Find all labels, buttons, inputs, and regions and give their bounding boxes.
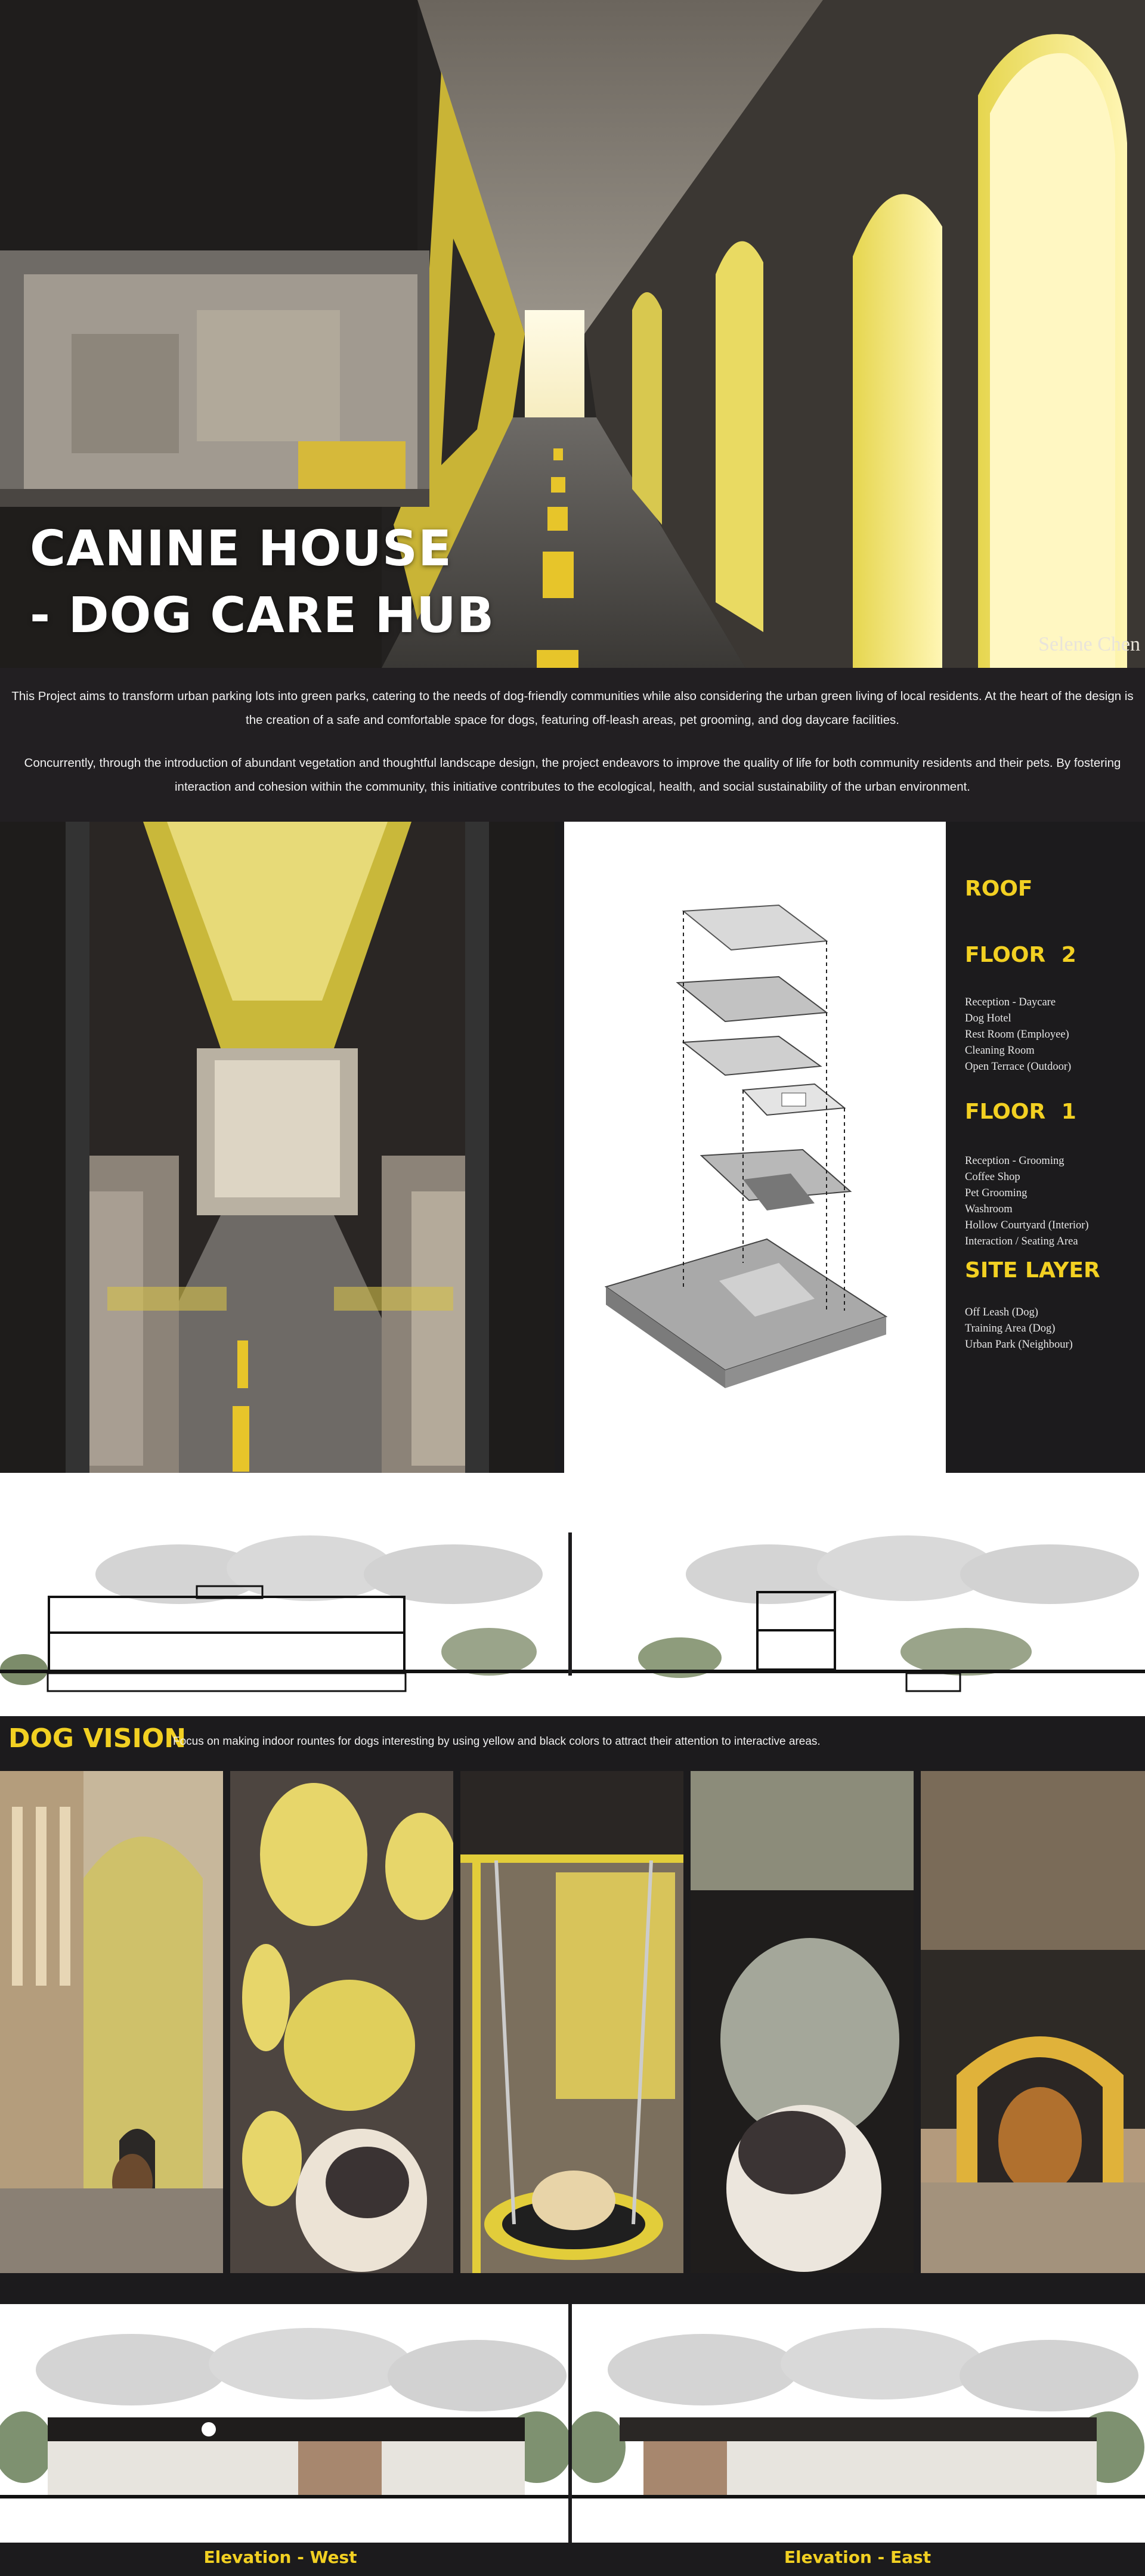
building-sections-row — [0, 1473, 1145, 1716]
dog-vision-title: DOG VISION — [8, 1723, 187, 1754]
hero-render — [0, 0, 1145, 668]
dog-vision-panel-doorway — [0, 1771, 223, 2273]
section-b — [572, 1535, 1145, 1691]
legend-floor1-number: 1 — [1061, 1100, 1076, 1124]
floor-plan-row — [0, 822, 1145, 1473]
dog-vision-panel-tunnel — [921, 1771, 1145, 2273]
exploded-axonometric-drawing — [564, 822, 946, 1473]
legend-floor2-item: Cleaning Room — [965, 1045, 1035, 1057]
elevations-row — [0, 2274, 1145, 2576]
hero-title-line-1: CANINE HOUSE — [30, 521, 452, 577]
legend-floor2-label: FLOOR — [965, 943, 1046, 967]
legend-floor2-item: Dog Hotel — [965, 1013, 1011, 1024]
legend-floor2-list — [965, 995, 1071, 1075]
legend-floor1-item: Reception - Grooming — [965, 1155, 1064, 1167]
hero-title-line-2: - DOG CARE HUB — [30, 587, 495, 644]
legend-floor1-heading — [965, 1100, 1076, 1124]
dog-vision-panel-swing — [460, 1771, 683, 2273]
dog-vision-panel-pawprint-wall — [230, 1771, 453, 2273]
hero-title — [30, 516, 494, 649]
legend-roof-heading: ROOF — [965, 877, 1033, 901]
legend-site-heading: SITE LAYER — [965, 1258, 1100, 1283]
legend-floor1-item: Hollow Courtyard (Interior) — [965, 1219, 1089, 1231]
dog-vision-description: Focus on making indoor rountes for dogs interesting by using yellow and black colors to attract their attention to interactive areas. — [173, 1735, 821, 1748]
legend-floor2-heading — [965, 943, 1076, 967]
legend-floor2-item: Open Terrace (Outdoor) — [965, 1061, 1072, 1073]
legend-floor1-item: Interaction / Seating Area — [965, 1236, 1078, 1247]
intro-paragraph-1: This Project aims to transform urban parking lots into green parks, catering to the needs of dog-friendly communities while also considering the urban green living of local residents. At the heart of the design is the creation of a safe and comfortable space for dogs, featuring off-leash areas, pet grooming, and dog daycare facilities. — [11, 689, 1134, 727]
floor-legend — [946, 822, 1145, 1473]
legend-site-list — [965, 1305, 1073, 1353]
legend-site-item: Training Area (Dog) — [965, 1323, 1056, 1335]
building-section-drawings — [0, 1473, 1145, 1716]
legend-floor2-item: Rest Room (Employee) — [965, 1029, 1069, 1041]
dog-vision-panel-round-opening — [691, 1771, 914, 2273]
intro-paragraph-2: Concurrently, through the introduction of abundant vegetation and thoughtful landscape design, the project endeavors to improve the quality of life for both community residents and their pets. By fostering interaction and cohesion within the community, this initiative contributes to the ecological, health, and social sustainability of the urban environment. — [24, 756, 1121, 794]
elevation-west-label: Elevation - West — [203, 2547, 357, 2567]
legend-site-item: Urban Park (Neighbour) — [965, 1339, 1073, 1351]
legend-floor2-number: 2 — [1061, 943, 1076, 967]
exploded-axonometric-panel — [564, 822, 946, 1473]
legend-floor1-label: FLOOR — [965, 1100, 1046, 1124]
legend-floor2-item: Reception - Daycare — [965, 996, 1056, 1008]
elevation-west-drawing — [0, 2304, 568, 2543]
intro-text-block — [0, 668, 1145, 822]
legend-floor1-item: Coffee Shop — [965, 1171, 1020, 1183]
legend-floor1-item: Washroom — [965, 1203, 1013, 1215]
author-name: Selene Chen — [1038, 633, 1140, 655]
elevation-east-label: Elevation - East — [784, 2547, 932, 2567]
elevation-east-drawing — [572, 2304, 1145, 2543]
dog-vision-section — [0, 1716, 1145, 2274]
legend-site-item: Off Leash (Dog) — [965, 1306, 1038, 1318]
legend-floor1-item: Pet Grooming — [965, 1187, 1028, 1199]
section-a — [0, 1535, 568, 1691]
legend-floor1-list — [965, 1153, 1089, 1250]
interior-corridor-render — [0, 822, 555, 1473]
